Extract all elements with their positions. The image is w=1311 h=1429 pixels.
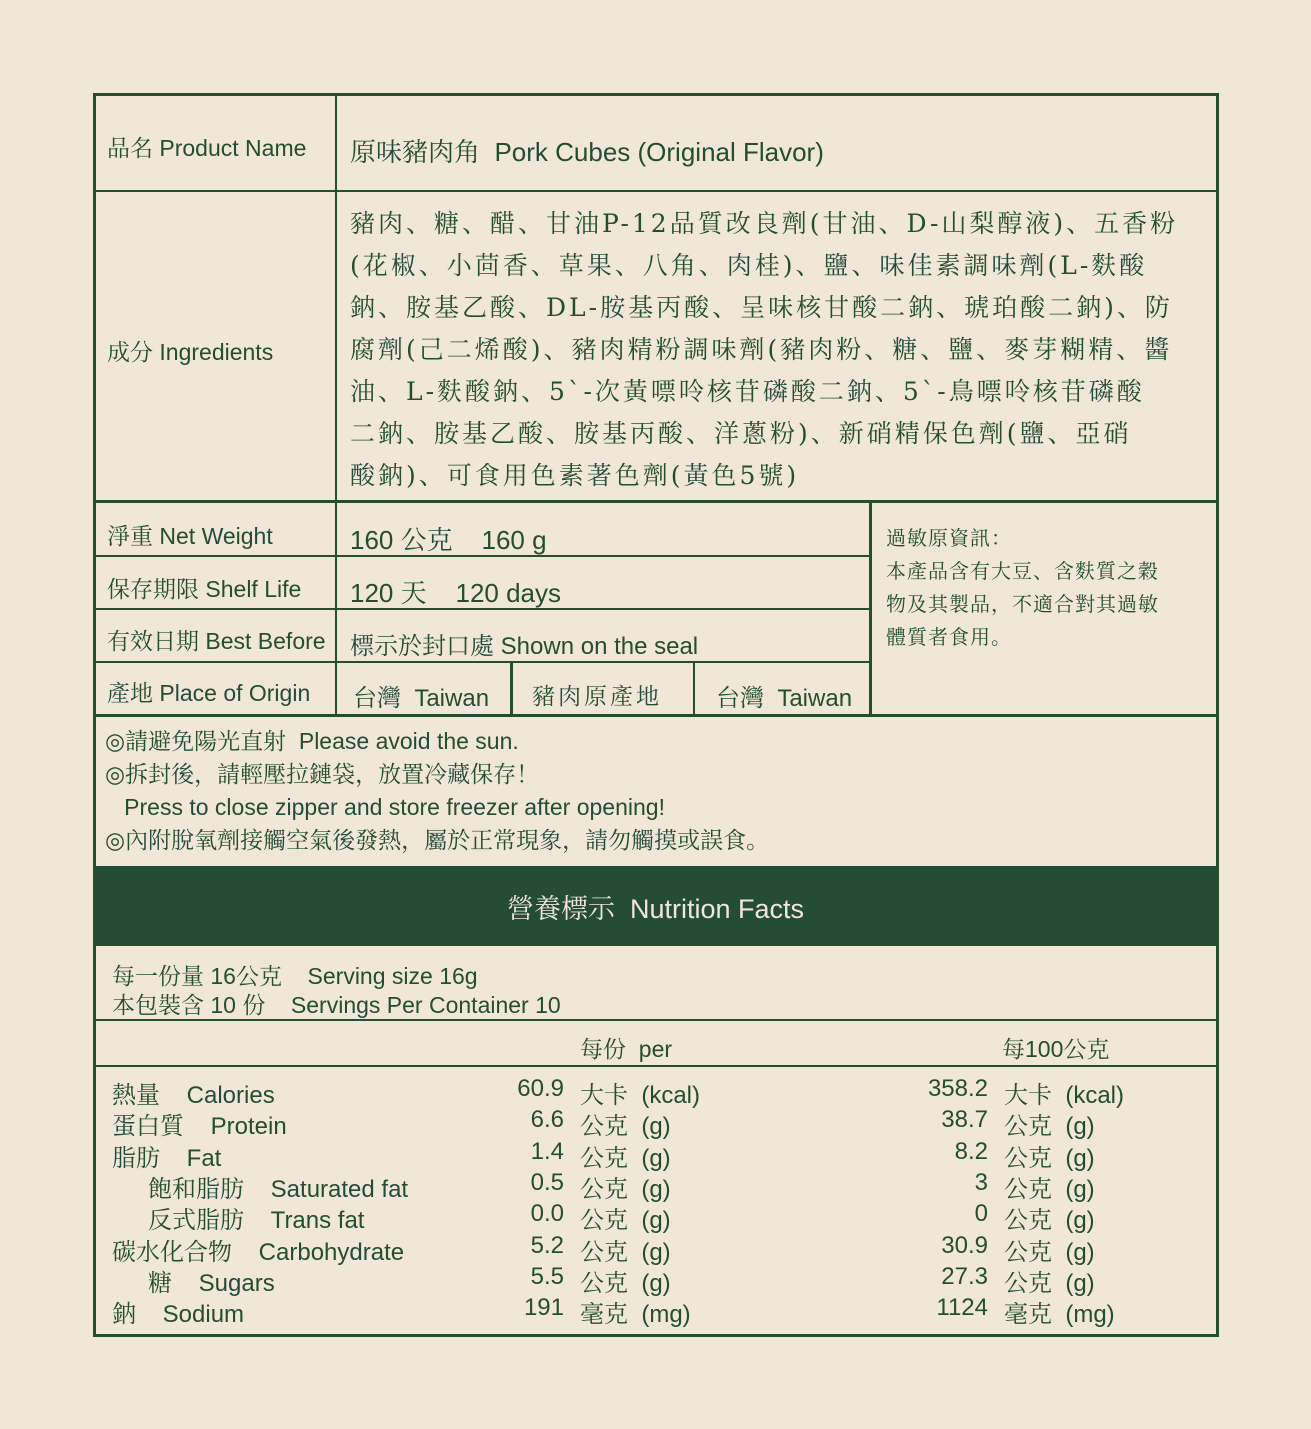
per-serving-value: 1.4 xyxy=(530,1137,564,1165)
column-header-per-100g: 每100公克 xyxy=(1002,1036,1110,1062)
ingredients-line: 豬肉、糖、醋、甘油P-12品質改良劑(甘油、D-山梨醇液)、五香粉 xyxy=(350,209,1179,238)
allergen-info xyxy=(886,522,1211,654)
per-serving-value: 60.9 xyxy=(517,1075,564,1102)
nutrient-name: 熱量 Calories xyxy=(112,1082,275,1109)
per-100g-value: 8.2 xyxy=(954,1137,988,1165)
per-100g-unit: 公克 (g) xyxy=(1004,1175,1095,1203)
per-100g-value: 1124 xyxy=(936,1294,988,1322)
nutrition-row xyxy=(0,1231,1311,1266)
note-line: Press to close zipper and store freezer after opening! xyxy=(105,794,665,820)
per-serving-unit: 公克 (g) xyxy=(580,1238,671,1266)
nutrient-name: 碳水化合物 Carbohydrate xyxy=(112,1238,405,1266)
column-header-per-serving: 每份 per xyxy=(580,1036,673,1062)
nutrition-row xyxy=(0,1200,1311,1235)
per-100g-value: 30.9 xyxy=(941,1231,988,1259)
allergen-title: 過敏原資訊： xyxy=(886,526,1012,550)
per-100g-unit: 公克 (g) xyxy=(1004,1269,1095,1297)
nutrition-row xyxy=(0,1106,1311,1141)
product-name-label: 品名 Product Name xyxy=(107,135,307,161)
shelf-life-value: 120 天 120 days xyxy=(350,578,562,608)
nutrition-row xyxy=(0,1294,1311,1329)
per-serving-unit: 公克 (g) xyxy=(580,1175,671,1203)
per-serving-unit: 大卡 (kcal) xyxy=(580,1082,700,1109)
per-serving-value: 191 xyxy=(523,1294,564,1322)
origin-value: 台灣 Taiwan xyxy=(353,685,490,712)
origin-label: 產地 Place of Origin xyxy=(107,680,311,706)
ingredients-line: (花椒、小茴香、草果、八角、肉桂)、鹽、味佳素調味劑(L-麩酸 xyxy=(350,251,1148,280)
per-serving-value: 5.2 xyxy=(530,1231,564,1259)
nutrient-name: 飽和脂肪 Saturated fat xyxy=(148,1175,409,1203)
nutrition-row xyxy=(0,1137,1311,1172)
per-100g-unit: 公克 (g) xyxy=(1004,1113,1095,1141)
best-before-label: 有效日期 Best Before xyxy=(107,628,326,654)
net-weight-label: 淨重 Net Weight xyxy=(107,523,273,549)
ingredients-line: 二鈉、胺基乙酸、胺基丙酸、洋蔥粉)、新硝精保色劑(鹽、亞硝 xyxy=(350,419,1132,448)
nutrient-name: 脂肪 Fat xyxy=(112,1144,222,1172)
ingredients-line: 油、L-麩酸鈉、5`-次黃嘌呤核苷磷酸二鈉、5`-鳥嘌呤核苷磷酸 xyxy=(350,377,1145,406)
nutrient-name: 糖 Sugars xyxy=(148,1269,275,1297)
nutrition-row xyxy=(0,1262,1311,1297)
pork-origin-label: 豬肉原產地 xyxy=(532,684,662,710)
allergen-line: 本產品含有大豆、含麩質之穀 xyxy=(886,559,1159,583)
nutrition-row xyxy=(0,1075,1311,1109)
ingredients-line: 酸鈉)、可食用色素著色劑(黃色5號) xyxy=(350,461,800,490)
per-serving-value: 6.6 xyxy=(530,1106,564,1134)
ingredients-text xyxy=(350,203,1220,497)
nutrient-name: 反式脂肪 Trans fat xyxy=(148,1207,365,1235)
per-serving-unit: 公克 (g) xyxy=(580,1207,671,1235)
per-100g-unit: 公克 (g) xyxy=(1004,1144,1095,1172)
serving-size: 每一份量 16公克 Serving size 16g xyxy=(112,963,478,989)
net-weight-value: 160 公克 160 g xyxy=(350,525,547,555)
nutrient-name: 鈉 Sodium xyxy=(112,1301,245,1329)
per-100g-value: 27.3 xyxy=(941,1262,988,1290)
per-100g-unit: 公克 (g) xyxy=(1004,1238,1095,1266)
allergen-line: 物及其製品，不適合對其過敏 xyxy=(886,592,1159,616)
per-100g-value: 0 xyxy=(974,1200,988,1228)
per-serving-value: 0.5 xyxy=(530,1168,564,1196)
per-100g-unit: 公克 (g) xyxy=(1004,1207,1095,1235)
best-before-value: 標示於封口處 Shown on the seal xyxy=(350,633,699,660)
per-serving-unit: 公克 (g) xyxy=(580,1144,671,1172)
pork-origin-value: 台灣 Taiwan xyxy=(716,685,853,712)
ingredients-line: 鈉、胺基乙酸、DL-胺基丙酸、呈味核甘酸二鈉、琥珀酸二鈉)、防 xyxy=(350,293,1173,322)
per-100g-unit: 毫克 (mg) xyxy=(1004,1301,1115,1329)
per-100g-unit: 大卡 (kcal) xyxy=(1004,1082,1124,1109)
nutrition-title xyxy=(95,866,1216,946)
nutrient-name: 蛋白質 Protein xyxy=(112,1113,287,1141)
ingredients-line: 腐劑(己二烯酸)、豬肉精粉調味劑(豬肉粉、糖、鹽、麥芽糊精、醬 xyxy=(350,335,1173,364)
per-100g-value: 38.7 xyxy=(941,1106,988,1134)
per-serving-unit: 毫克 (mg) xyxy=(580,1301,691,1329)
servings-per-container: 本包裝含 10 份 Servings Per Container 10 xyxy=(112,992,561,1018)
per-serving-value: 0.0 xyxy=(530,1200,564,1228)
shelf-life-label: 保存期限 Shelf Life xyxy=(107,576,302,602)
note-line: ◎拆封後，請輕壓拉鏈袋，放置冷藏保存！ xyxy=(105,761,540,787)
note-line: ◎內附脫氧劑接觸空氣後發熱，屬於正常現象，請勿觸摸或誤食。 xyxy=(105,827,770,853)
per-100g-value: 358.2 xyxy=(927,1075,988,1102)
per-serving-unit: 公克 (g) xyxy=(580,1269,671,1297)
product-name-value: 原味豬肉角 Pork Cubes (Original Flavor) xyxy=(350,137,824,167)
allergen-line: 體質者食用。 xyxy=(886,625,1012,649)
per-serving-unit: 公克 (g) xyxy=(580,1113,671,1141)
storage-notes xyxy=(105,725,769,857)
per-100g-value: 3 xyxy=(974,1168,988,1196)
nutrition-row xyxy=(0,1168,1311,1203)
nutrition-title-text: 營養標示 Nutrition Facts xyxy=(506,893,805,924)
note-line: ◎請避免陽光直射 Please avoid the sun. xyxy=(105,728,519,754)
ingredients-label: 成分 Ingredients xyxy=(107,339,274,365)
per-serving-value: 5.5 xyxy=(530,1262,564,1290)
